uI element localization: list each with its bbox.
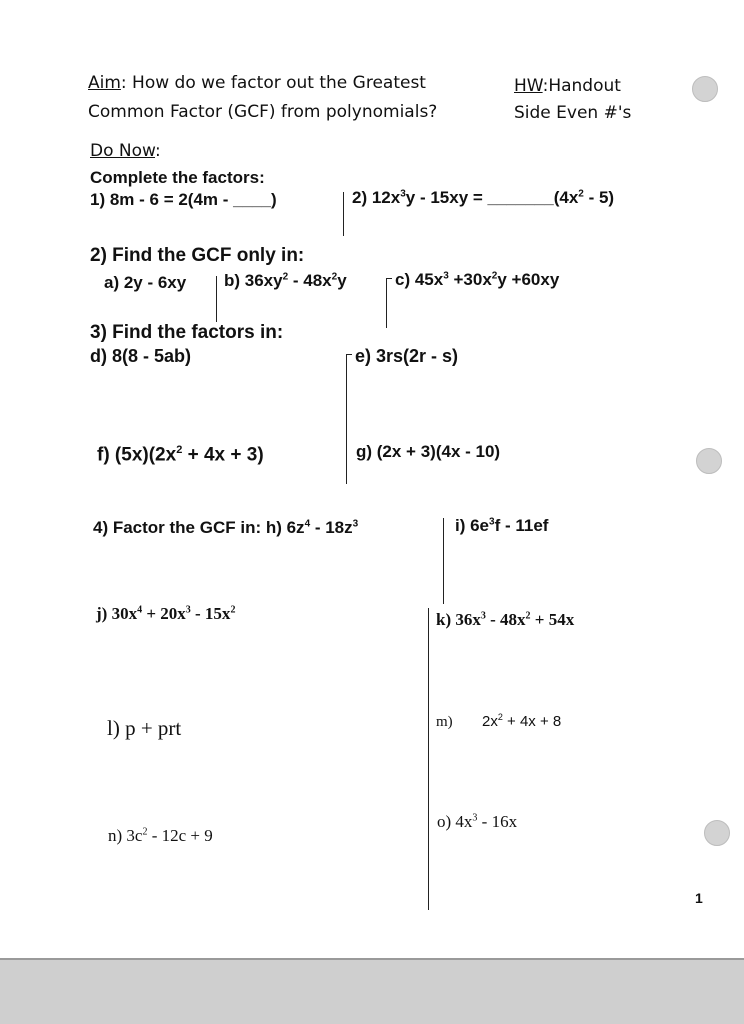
divider-line (443, 518, 444, 604)
problem-3f (97, 444, 264, 466)
do-now-colon: : (155, 141, 161, 161)
divider-line (343, 192, 344, 236)
c-exponent-1: 3 (443, 270, 449, 282)
c-part-a: c) 45x (395, 270, 444, 289)
j-exponent-3: 2 (230, 604, 236, 616)
do-now-heading (90, 141, 161, 161)
c-part-b: +30x (448, 270, 492, 289)
section-4-title (93, 518, 358, 538)
s4-title-a: 4) Factor the GCF in: h) 6z (93, 518, 305, 537)
j-part-b: + 20x (142, 604, 186, 623)
aim-label: Aim (88, 73, 121, 93)
b-part-a: b) 36xy (224, 271, 283, 290)
problem-2b (224, 271, 347, 291)
do-now-instruction: Complete the factors: (90, 168, 265, 187)
p2-exponent-2: 2 (578, 188, 584, 200)
i-part-b: f - 11ef (494, 516, 549, 535)
k-part-a: k) 36x (436, 610, 481, 629)
divider-tick (346, 354, 352, 355)
k-part-b: - 48x (485, 610, 526, 629)
problem-4m (482, 712, 561, 730)
m-exponent: 2 (497, 712, 503, 722)
problem-3e: e) 3rs(2r - s) (355, 346, 459, 366)
binder-hole-top (692, 76, 718, 102)
problem-3d: d) 8(8 - 5ab) (90, 346, 192, 366)
problem-4n (108, 826, 213, 846)
problem-1: 1) 8m - 6 = 2(4m - ____) (90, 190, 277, 209)
n-exponent: 2 (142, 826, 148, 838)
k-exponent-1: 3 (480, 610, 486, 622)
s4-exponent-2: 3 (352, 518, 359, 530)
p2-exponent-1: 3 (400, 188, 406, 200)
f-part-b: + 4x + 3) (182, 444, 264, 466)
aim-line-1 (88, 73, 426, 93)
s4-title-b: - 18z (310, 518, 353, 537)
m-part-a: 2x (482, 713, 498, 730)
binder-hole-middle (696, 448, 722, 474)
problem-4i (455, 516, 548, 536)
problem-2c (395, 270, 559, 290)
divider-line (346, 354, 347, 484)
c-part-c: y +60xy (497, 270, 560, 289)
b-part-b: - 48x (288, 271, 332, 290)
problem-3g: g) (2x + 3)(4x - 10) (356, 442, 501, 461)
i-exponent: 3 (489, 516, 495, 528)
k-exponent-2: 2 (525, 610, 531, 622)
divider-line (216, 276, 217, 322)
b-exponent-2: 2 (331, 271, 338, 283)
j-exponent-2: 3 (185, 604, 191, 616)
problem-4o (437, 812, 517, 832)
aim-line-2: Common Factor (GCF) from polynomials? (88, 102, 438, 122)
k-part-c: + 54x (530, 610, 575, 629)
do-now-label: Do Now (90, 141, 155, 161)
problem-2 (352, 188, 614, 208)
p2-part-b: y - 15xy = _______(4x (405, 188, 579, 207)
aim-text: : How do we factor out the Greatest (120, 73, 426, 93)
problem-4l: l) p + prt (107, 716, 182, 740)
o-exponent: 3 (472, 812, 478, 824)
p2-part-a: 2) 12x (352, 188, 401, 207)
binder-hole-bottom (704, 820, 730, 846)
n-part-a: n) 3c (108, 826, 143, 845)
divider-tick (386, 278, 392, 279)
scan-background (0, 960, 744, 1024)
homework-line-1 (514, 76, 621, 96)
page-number: 1 (695, 890, 703, 906)
hw-text: :Handout (542, 76, 621, 96)
section-2-title: 2) Find the GCF only in: (90, 245, 305, 266)
section-3-title: 3) Find the factors in: (90, 322, 284, 343)
divider-line (428, 608, 429, 910)
s4-exponent-1: 4 (304, 518, 311, 530)
j-part-c: - 15x (190, 604, 231, 623)
problem-4k (436, 610, 574, 630)
problem-4j (96, 604, 235, 624)
b-part-c: y (337, 271, 347, 290)
f-exponent: 2 (176, 444, 183, 456)
homework-line-2: Side Even #'s (514, 103, 632, 123)
c-exponent-2: 2 (491, 270, 498, 282)
n-part-b: - 12c + 9 (147, 826, 213, 845)
m-part-b: + 4x + 8 (502, 713, 562, 730)
problem-2a: a) 2y - 6xy (104, 273, 187, 292)
j-part-a: j) 30x (96, 604, 138, 623)
b-exponent-1: 2 (282, 271, 289, 283)
j-exponent-1: 4 (137, 604, 143, 616)
f-part-a: f) (5x)(2x (97, 444, 177, 466)
problem-4m-label: m) (436, 714, 453, 730)
p2-part-c: - 5) (583, 188, 615, 207)
divider-line (386, 278, 387, 328)
hw-label: HW (514, 76, 543, 96)
i-part-a: i) 6e (455, 516, 490, 535)
o-part-a: o) 4x (437, 812, 473, 831)
o-part-b: - 16x (477, 812, 518, 831)
